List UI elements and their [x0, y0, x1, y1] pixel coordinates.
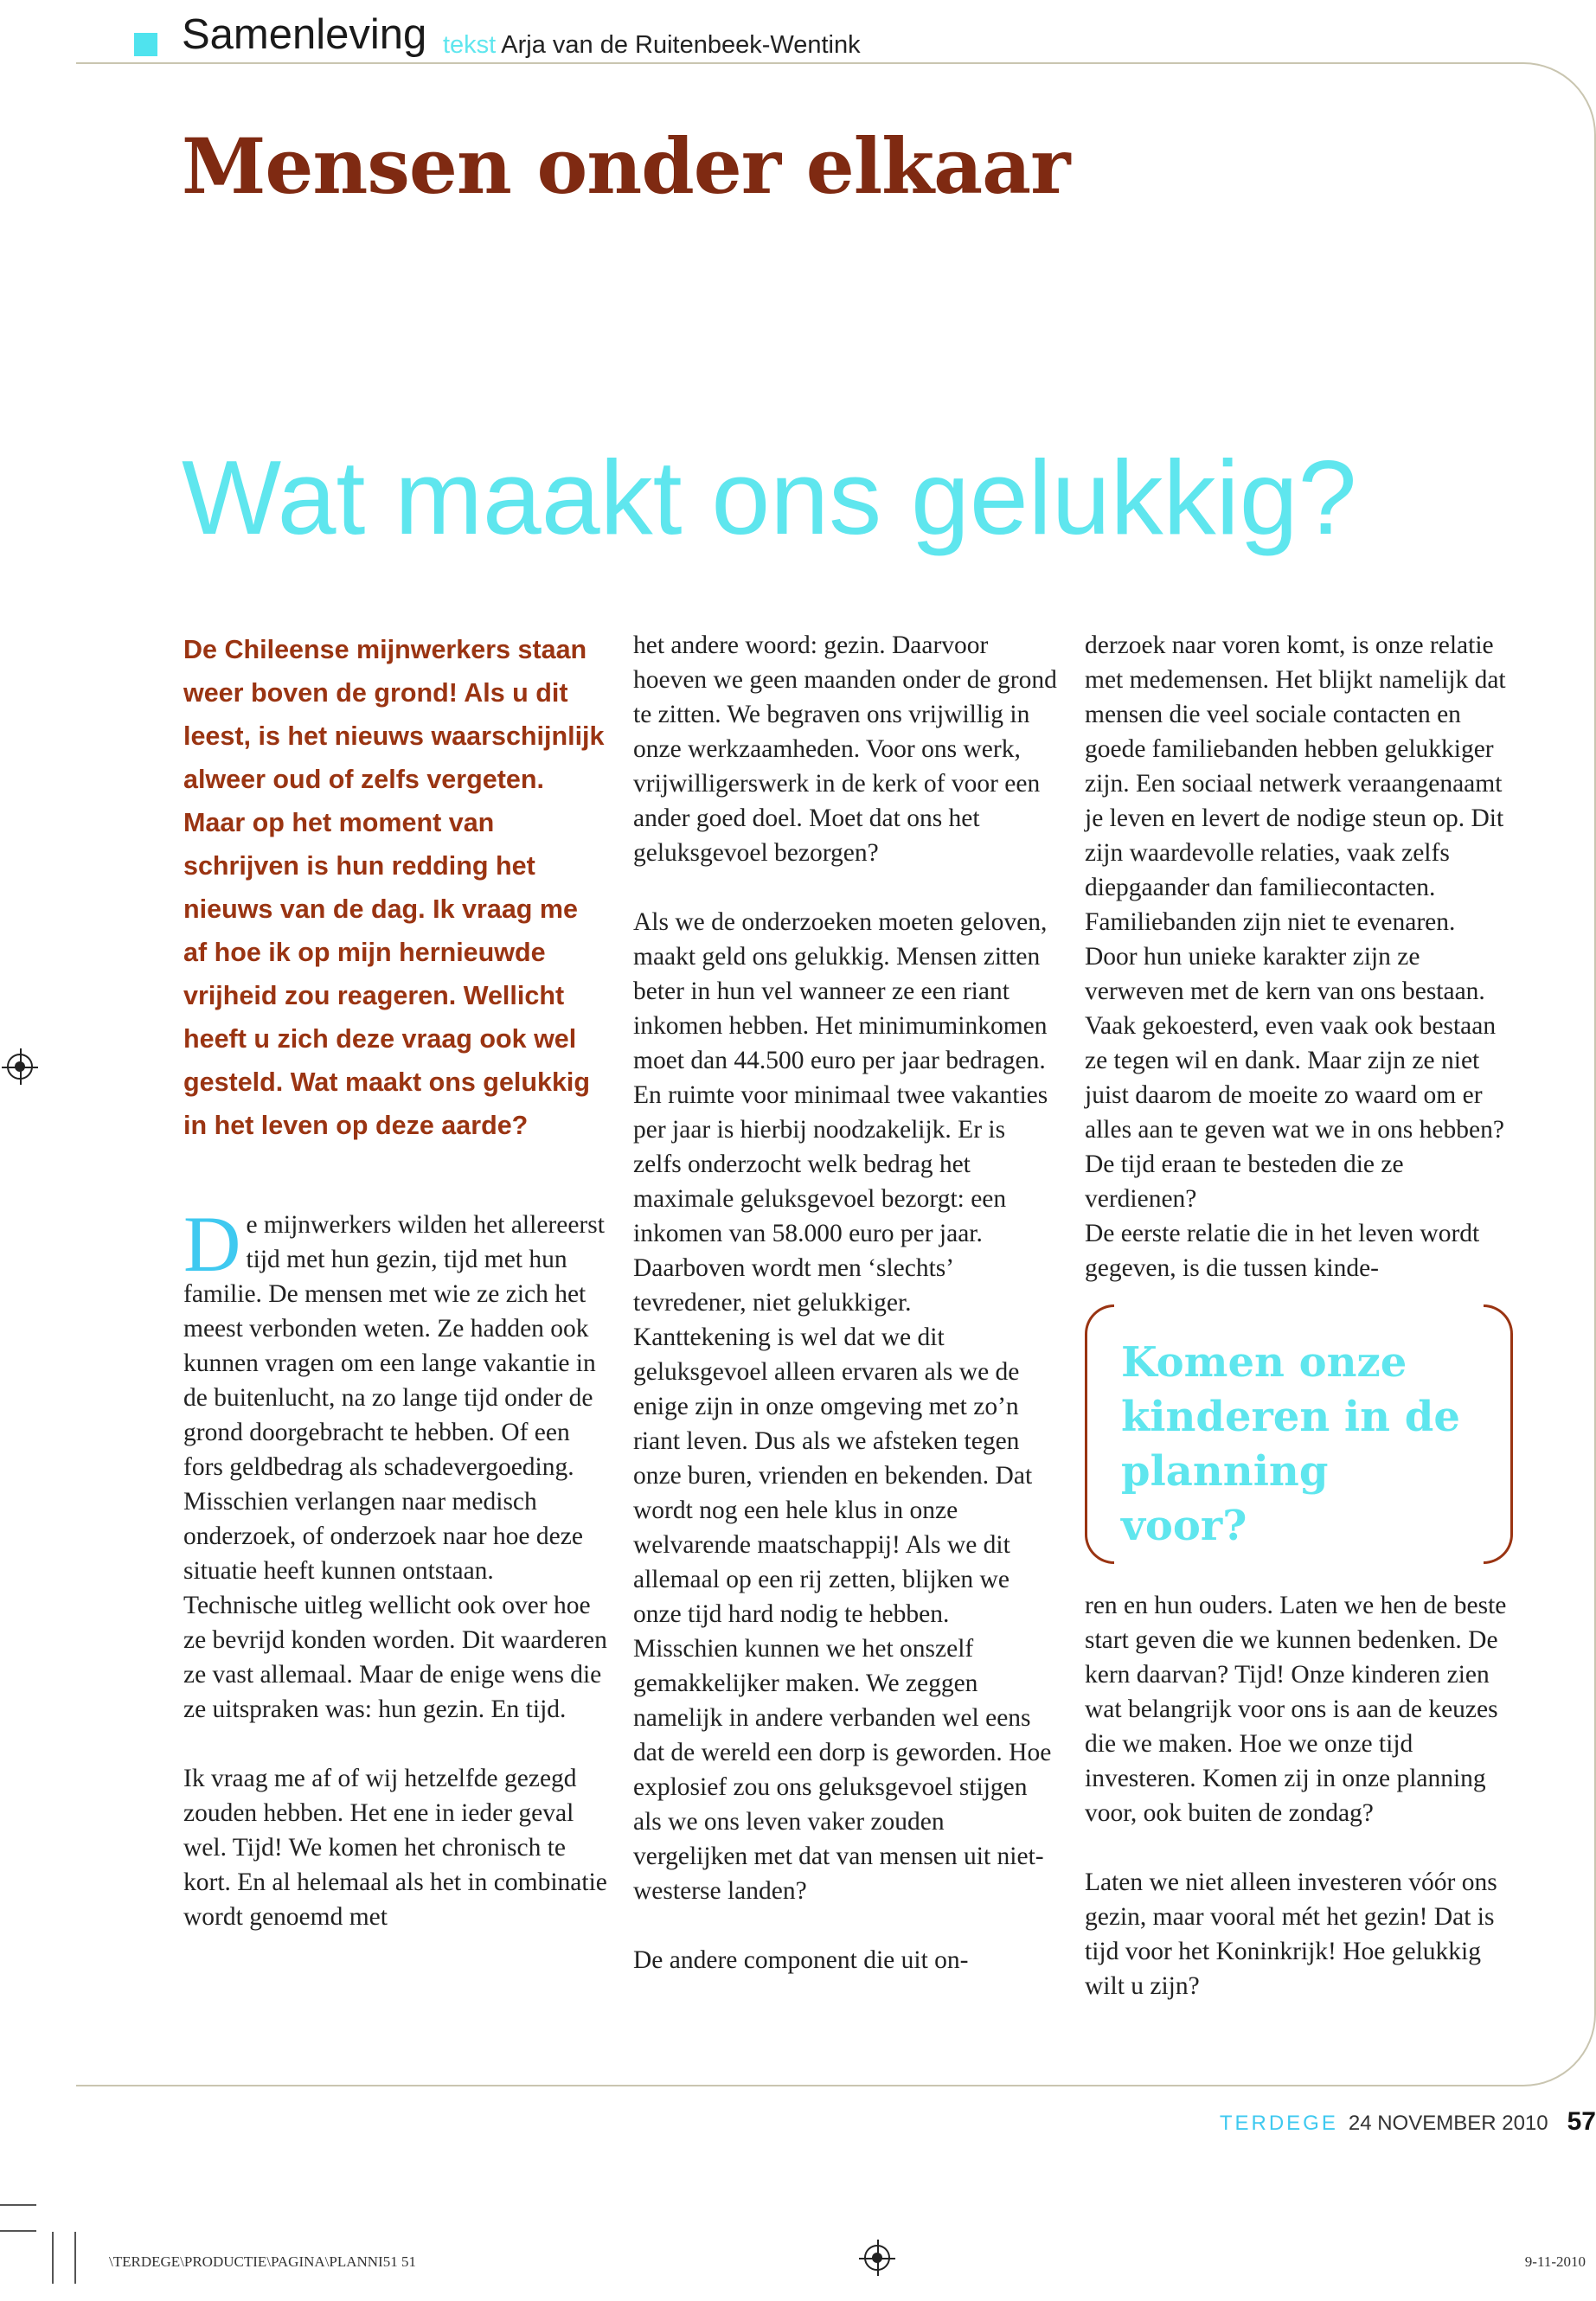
- registration-mark-icon: [864, 2245, 890, 2271]
- paragraph: Kanttekening is wel dat we dit geluksgevoel alleen ervaren als we de enige zijn in onze omgeving met zo’n riant leven. Dus als we afsteken tegen onze buren, vrienden en bekenden. Dat wordt nog een hele klus in onze welvarende maatschappij! Als we dit allemaal op een rij zetten, blijken we onze tijd hard nodig te hebben. Misschien kunnen we het onszelf gemakkelijker maken. We zeggen namelijk in andere verbanden wel eens dat de wereld een dorp is geworden. Hoe explosief zou ons geluksgevoel stijgen als we ons leven vaker zouden vergelijken met dat van mensen uit niet-westerse landen?: [633, 1324, 1052, 1905]
- column-2: [633, 628, 1059, 1977]
- paragraph: [183, 1200, 607, 1727]
- paragraph: Als we de onderzoeken moeten geloven, maakt geld ons gelukkig. Mensen zitten beter in hun vel wanneer ze een riant inkomen hebben. Het minimuminkomen moet dan 44.500 euro per jaar bedragen. En ruimte voor minimaal twee vakanties per jaar is hierbij noodzakelijk. Er is zelfs onderzocht welk bedrag het maximale geluksgevoel bezorgt: een inkomen van 58.000 euro per jaar. Daarboven wordt men ‘slechts’ tevredener, niet gelukkiger.: [633, 908, 1048, 1317]
- column-1: [183, 628, 607, 1934]
- paragraph: Laten we niet alleen investeren vóór ons gezin, maar vooral mét het gezin! Dat is tijd voor het Koninkrijk! Hoe gelukkig wilt u zijn?: [1085, 1868, 1497, 2000]
- paragraph: het andere woord: gezin. Daarvoor hoeven we geen maanden onder de grond te zitten. We begraven ons vrijwillig in onze werkzaamheden. Voor ons werk, vrijwilligerswerk in de kerk of voor een ander goed doel. Moet dat ons het geluksgevoel bezorgen?: [633, 631, 1057, 867]
- paragraph: Ik vraag me af of wij hetzelfde gezegd zouden hebben. Het ene in ieder geval wel. Tijd! We komen het chronisch te kort. En al helemaal als het in combinatie wordt genoemd met: [183, 1765, 607, 1931]
- crop-mark: [74, 2232, 76, 2284]
- page-footer: [1220, 2107, 1596, 2137]
- section-title: Samenleving: [182, 11, 427, 58]
- page-number: 57: [1567, 2107, 1596, 2136]
- issue-date: 24 NOVEMBER 2010: [1348, 2112, 1548, 2135]
- pull-quote-bracket-right: [1484, 1304, 1513, 1564]
- pull-quote-text: Komen onze kinderen in de planning voor?: [1121, 1338, 1460, 1550]
- paragraph: De eerste relatie die in het leven wordt gegeven, is die tussen kinde-: [1085, 1220, 1480, 1282]
- slug-file-path: \TERDEGE\PRODUCTIE\PAGINA\PLANNI51 51: [109, 2253, 416, 2270]
- paragraph: ren en hun ouders. Laten we hen de beste start geven die we kunnen bedenken. De kern daarvan? Tijd! Onze kinderen zien wat belangrijk voor ons is aan de keuzes die we maken. Hoe we onze tijd investeren. Komen zij in onze planning voor, ook buiten de zondag?: [1085, 1592, 1507, 1827]
- pull-quote: [1085, 1304, 1513, 1564]
- pull-quote-bracket-left: [1085, 1304, 1114, 1564]
- crop-mark: [0, 2230, 36, 2232]
- publication-name: TERDEGE: [1219, 2112, 1338, 2135]
- column-3: [1085, 628, 1513, 2003]
- paragraph: derzoek naar voren komt, is onze relatie met medemensen. Het blijkt namelijk dat mensen die veel sociale contacten en goede familiebanden hebben gelukkiger zijn. Een sociaal netwerk veraangenaamt je leven en levert de nodige steun op. Dit zijn waardevolle relaties, vaak zelfs diepgaander dan familiecontacten. Familiebanden zijn niet te evenaren. Door hun unieke karakter zijn ze verweven met de kern van ons bestaan. Vaak gekoesterd, even vaak ook bestaan ze tegen wil en dank. Maar zijn ze niet juist daarom de moeite zo waard om er alles aan te geven wat we in ons hebben? De tijd eraan te besteden die ze verdienen?: [1085, 631, 1506, 1213]
- byline-label: tekst: [443, 31, 497, 59]
- crop-mark: [0, 2204, 36, 2206]
- section-marker: [134, 33, 157, 56]
- paragraph: De andere component die uit on-: [633, 1946, 969, 1974]
- byline: [443, 31, 861, 60]
- article-subtitle: Wat maakt ons gelukkig?: [182, 439, 1357, 556]
- author-name: Arja van de Ruitenbeek-Wentink: [501, 31, 861, 59]
- intro-text: De Chileense mijnwerkers staan weer boven de grond! Als u dit leest, is het nieuws waarschijnlijk alweer oud of zelfs vergeten. Maar op het moment van schrijven is hun redding het nieuws van de dag. Ik vraag me af hoe ik op mijn hernieuwde vrijheid zou reageren. Wellicht heeft u zich deze vraag ook wel gesteld. Wat maakt ons gelukkig in het leven op deze aarde?: [183, 635, 605, 1140]
- registration-mark-icon: [7, 1054, 33, 1080]
- paragraph-text: e mijnwerkers wilden het allereerst tijd met hun gezin, tijd met hun familie. De mensen met wie ze zich het meest verbonden weten. Ze hadden ook kunnen vragen om een lange vakantie in de buitenlucht, na zo lange tijd onder de grond doorgebracht te hebben. Of een fors geldbedrag als schadevergoeding. Misschien verlangen naar medisch onderzoek, of onderzoek naar hoe deze situatie heeft kunnen ontstaan. Technische uitleg wellicht ook over hoe ze bevrijd konden worden. Dit waarderen ze vast allemaal. Maar de enige wens die ze uitspraken was: hun gezin. En tijd.: [183, 1211, 607, 1723]
- crop-mark: [52, 2232, 54, 2284]
- drop-cap: D: [183, 1200, 241, 1288]
- slug-date: 9-11-2010: [1524, 2253, 1586, 2270]
- article-title: Mensen onder elkaar: [182, 121, 1070, 211]
